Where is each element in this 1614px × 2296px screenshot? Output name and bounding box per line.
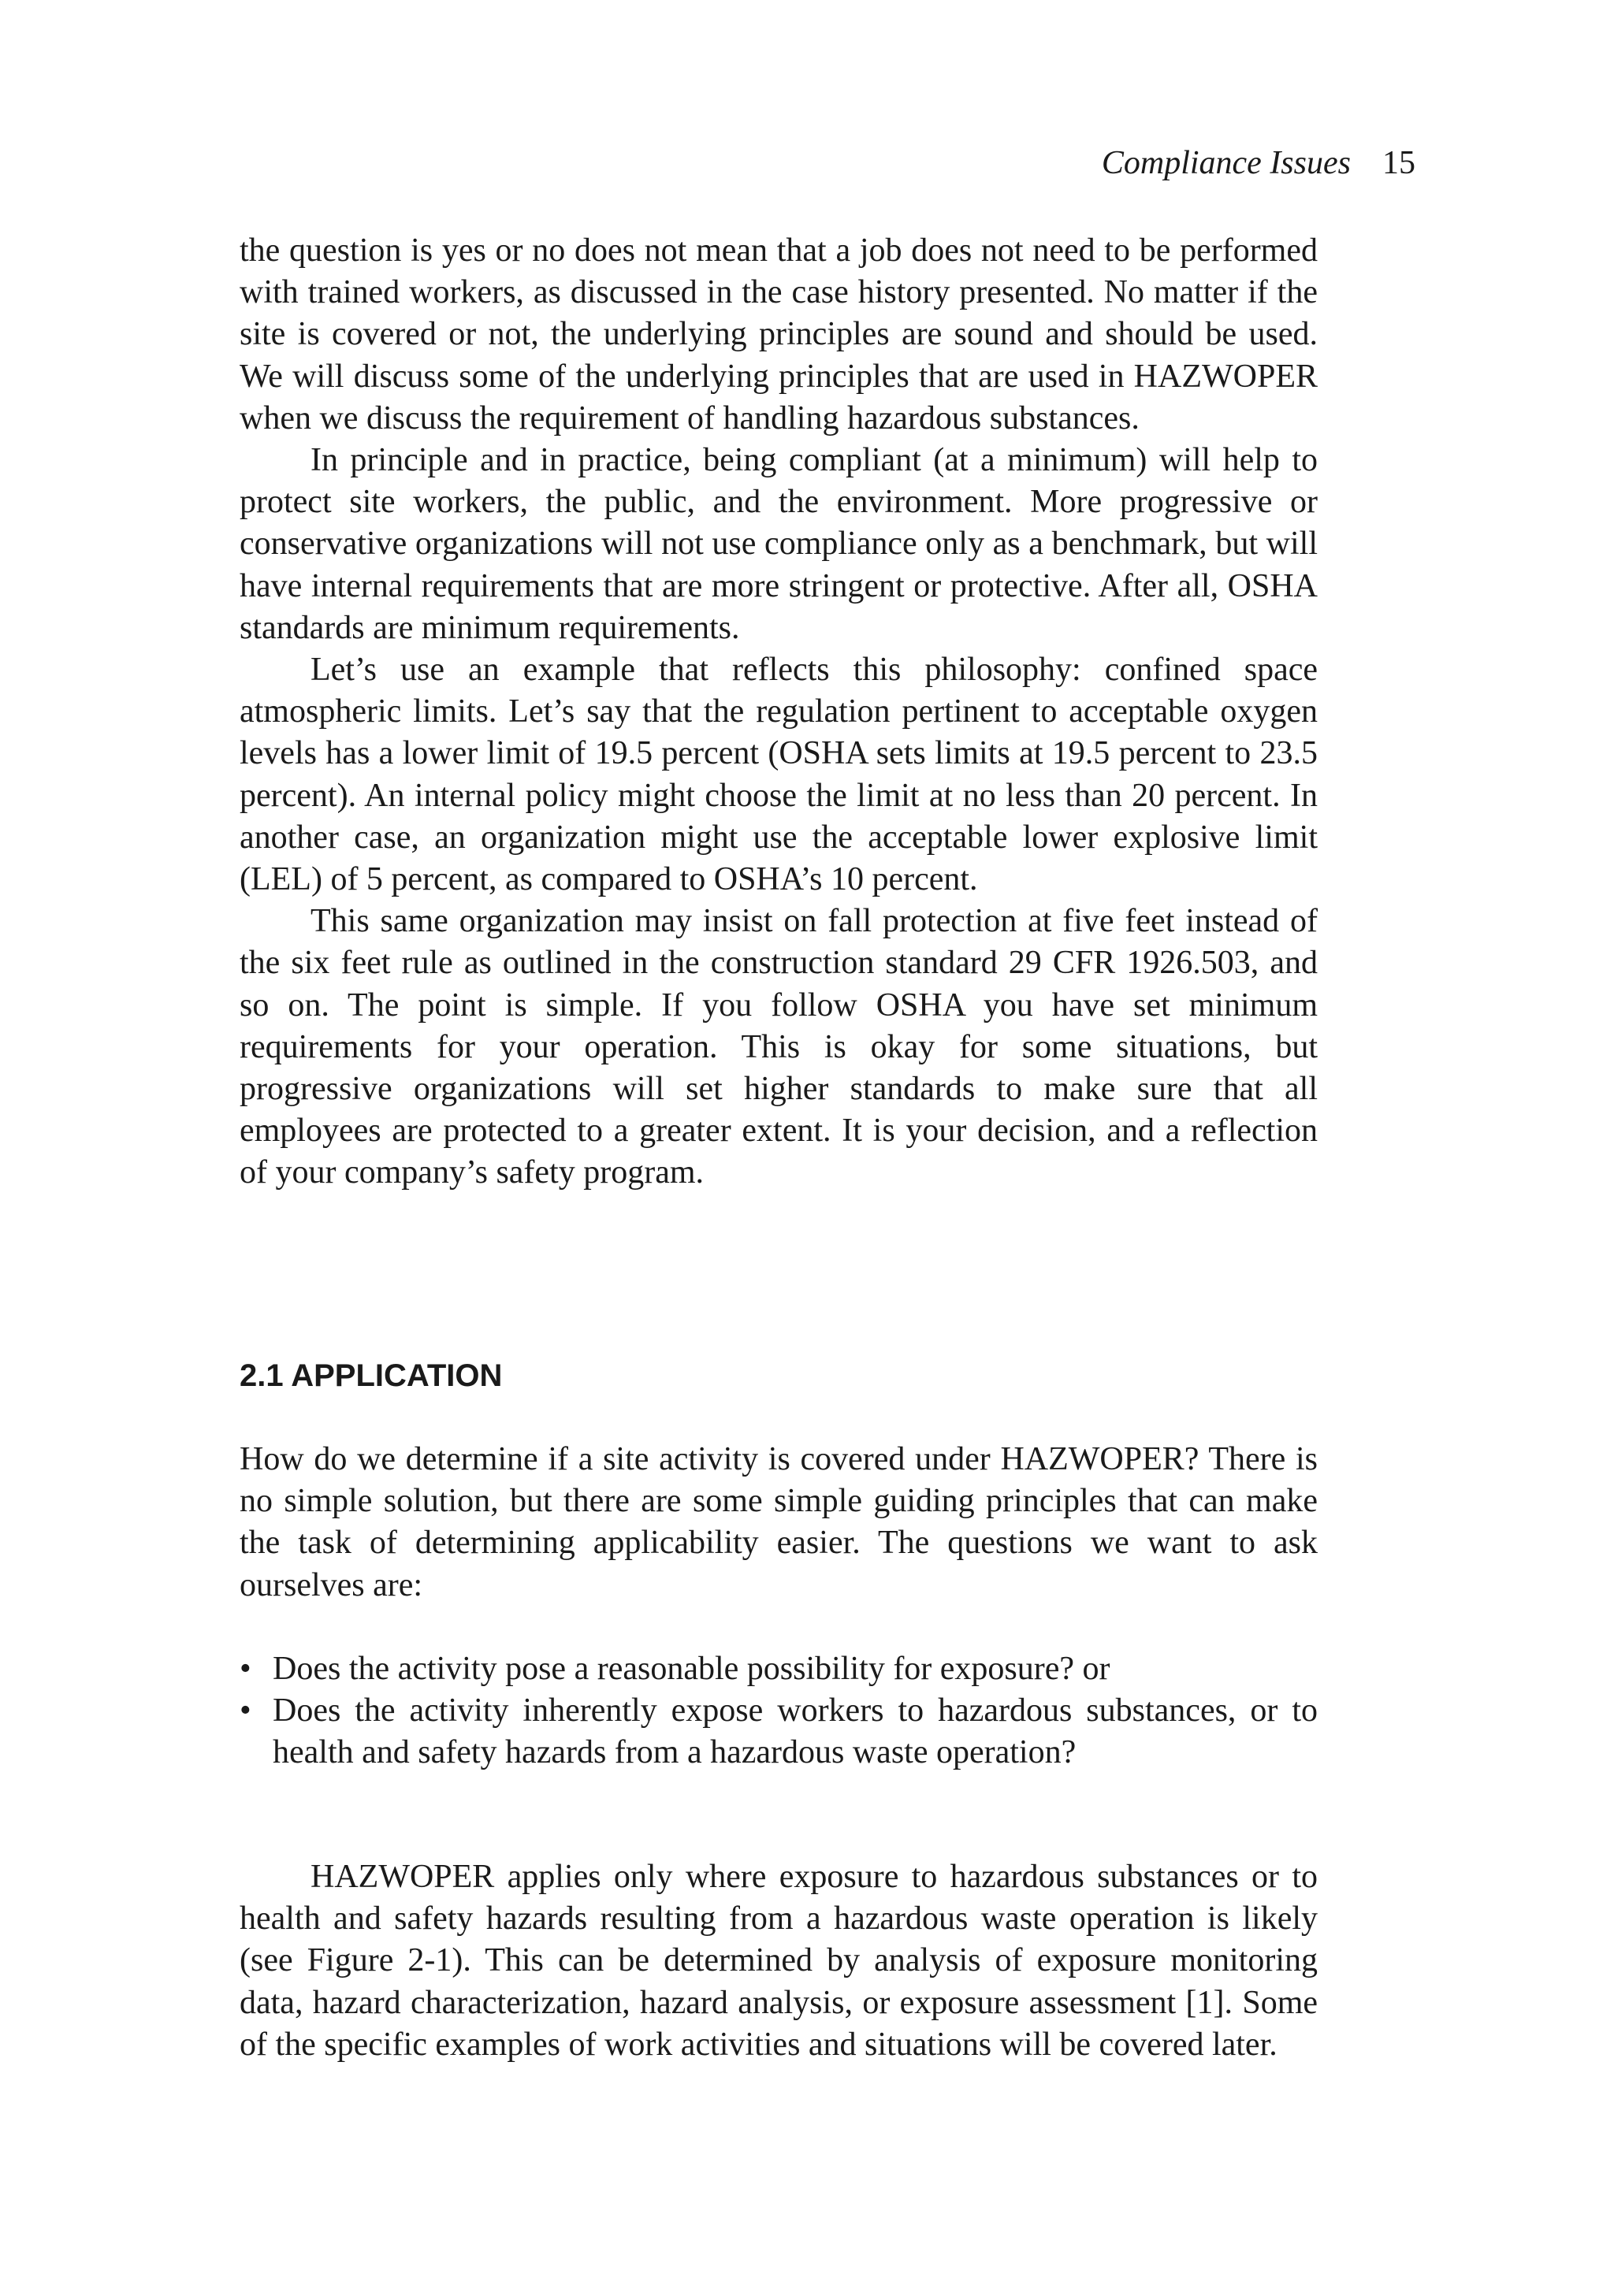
paragraph-compliance: In principle and in practice, being compliant (at a minimum) will help to protect site workers, the public, and the environment. More progressive or conservative organizations will not use compliance only as a benchmark, but will have internal requirements that are more stringent or protective. After all, OSHA standards are minimum requirements. <box>240 442 1318 646</box>
list-item: • Does the activity inherently expose workers to hazardous substances, or to health and safety hazards from a hazardous waste operation? <box>240 1690 1318 1774</box>
body-text-top <box>240 230 1318 1194</box>
list-item: • Does the activity pose a reasonable possibility for exposure? or <box>240 1648 1318 1690</box>
closing-block <box>240 1856 1318 2066</box>
running-head <box>1102 143 1415 183</box>
paragraph-continuation: the question is yes or no does not mean that a job does not need to be performed with trained workers, as discussed in the case history presented. No matter if the site is covered or not, the underlying principles are sound and should be used. We will discuss some of the underlying principles that are used in HAZWOPER when we discuss the requirement of handling hazardous substances. <box>240 232 1318 437</box>
question-list <box>240 1648 1318 1774</box>
page-number: 15 <box>1382 145 1415 181</box>
paragraph-application-intro: How do we determine if a site activity is covered under HAZWOPER? There is no simple solution, but there are some simple guiding principles that can make the task of determining applicability easier. The questions we want to ask ourselves are: <box>240 1441 1318 1603</box>
section-intro-block <box>240 1439 1318 1607</box>
bullet-block <box>240 1648 1318 1774</box>
running-head-title: Compliance Issues <box>1101 145 1351 181</box>
paragraph-fall-protection: This same organization may insist on fall protection at five feet instead of the six feet rule as outlined in the construction standard 29 CFR 1926.503, and so on. The point is simple. If you follow OSHA you have set minimum requirements for your operation. This is okay for some situations, but progressive organizations will set higher standards to make sure that all employees are protected to a greater extent. It is your decision, and a reflection of your company’s safety program. <box>240 903 1318 1191</box>
paragraph-hazwoper-applies: HAZWOPER applies only where exposure to hazardous substances or to health and safety hazards resulting from a hazardous waste operation is likely (see Figure 2-1). This can be determined by analysis of exposure monitoring data, hazard characterization, hazard analysis, or exposure assessment [1]. Some of the specific examples of work activities and situations will be covered later. <box>240 1859 1318 2063</box>
paragraph-example-limits: Let’s use an example that reflects this philosophy: confined space atmospheric limits. Let’s say that the regulation pertinent to acceptable oxygen levels has a lower limit of 19.5 percent (OSHA sets limits at 19.5 percent to 23.5 percent). An internal policy might choose the limit at no less than 20 percent. In another case, an organization might use the acceptable lower explosive limit (LEL) of 5 percent, as compared to OSHA’s 10 percent. <box>240 652 1318 898</box>
section-heading: 2.1 APPLICATION <box>240 1358 503 1393</box>
